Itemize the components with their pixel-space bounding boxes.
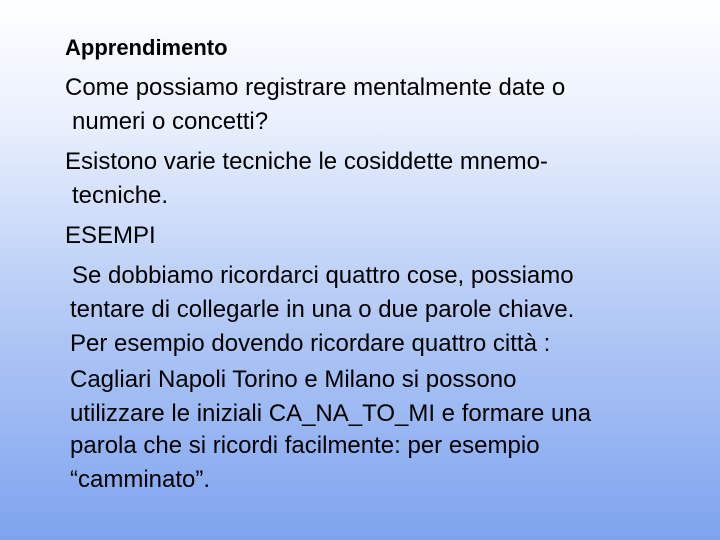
question-line-2: numeri o concetti? [72,108,269,135]
examples-heading: ESEMPI [65,222,156,249]
slide-title: Apprendimento [65,35,228,60]
example-line-5: utilizzare le iniziali CA_NA_TO_MI e formare una [70,400,592,427]
question-line-1: Come possiamo registrare mentalmente date o [65,74,566,101]
example-line-6: parola che si ricordi facilmente: per esempio [70,432,540,459]
example-line-2: tentare di collegarle in una o due parole chiave. [70,296,575,323]
example-line-4: Cagliari Napoli Torino e Milano si possono [70,366,517,393]
example-line-1: Se dobbiamo ricordarci quattro cose, possiamo [72,262,574,289]
example-line-7: “camminato”. [70,466,211,493]
answer-line-2: tecniche. [72,182,169,209]
answer-line-1: Esistono varie tecniche le cosiddette mnemo- [65,148,548,175]
example-line-3: Per esempio dovendo ricordare quattro città : [70,330,551,357]
